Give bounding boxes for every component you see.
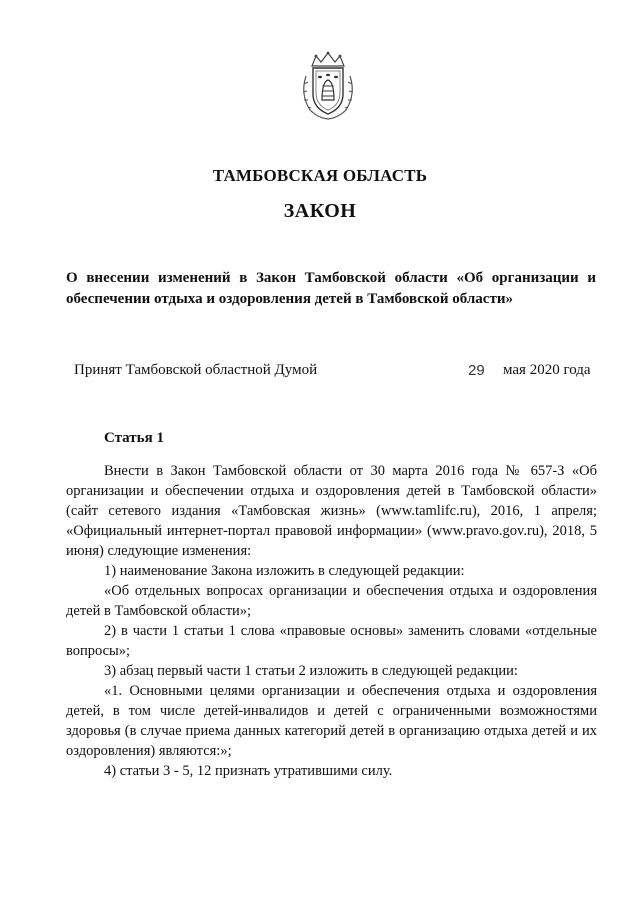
tambov-region-coat-of-arms-icon [298,50,358,122]
law-subject-heading: О внесении изменений в Закон Тамбовской области «Об организации и обеспечении отдыха и оздоровления детей в Тамбовской области» [66,270,596,307]
adoption-month-year: мая 2020 года [503,362,591,378]
article-paragraph: 4) статьи 3 - 5, 12 признать утратившими силу. [104,763,393,779]
adoption-day: 29 [468,362,485,379]
article-paragraph: Внести в Закон Тамбовской области от 30 марта 2016 года № 657-З «Об организации и обеспечении отдыха и оздоровления детей в Тамбовской области» (сайт сетевого издания «Тамбовская жизнь» (www.tamlifc.ru), 2016, 1 апреля; «Официальный интернет-портал правовой информации» (www.pravo.gov.ru), 2018, 5 июня) следующие изменения: [66,463,597,559]
adoption-label: Принят Тамбовской областной Думой [74,362,318,378]
article-paragraph: «Об отдельных вопросах организации и обеспечения отдыха и оздоровления детей в Тамбовской области»; [66,583,597,619]
article-title: Статья 1 [104,430,164,446]
article-body [66,461,597,781]
document-type-title: ЗАКОН [283,200,357,222]
region-name: ТАМБОВСКАЯ ОБЛАСТЬ [212,166,428,185]
article-paragraph: 3) абзац первый части 1 статьи 2 изложить в следующей редакции: [104,663,518,679]
article-paragraph: «1. Основными целями организации и обеспечения отдыха и оздоровления детей, в том числе детей-инвалидов и детей с ограниченными возможностями здоровья (в случае приема данных категорий детей в организацию отдыха детей и их оздоровления) являются:»; [66,683,597,759]
article-paragraph: 2) в части 1 статьи 1 слова «правовые основы» заменить словами «отдельные вопросы»; [66,623,597,659]
article-paragraph: 1) наименование Закона изложить в следующей редакции: [104,563,465,579]
